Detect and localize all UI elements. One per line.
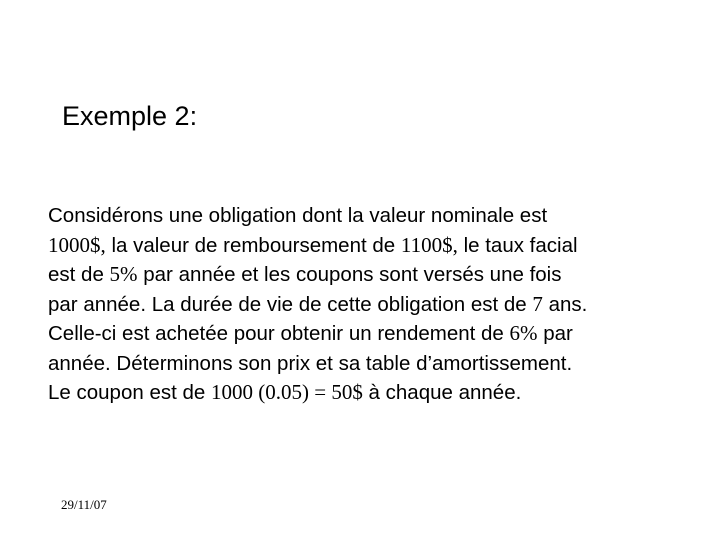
math-value: 1000 (0.05) = 50$ xyxy=(211,380,363,404)
body-text-run: Considérons une obligation dont la valeur nominale est xyxy=(48,204,548,227)
slide-body-text xyxy=(48,201,698,408)
body-text-run: est de xyxy=(48,263,110,286)
body-text-run: ans. xyxy=(542,292,588,316)
body-line xyxy=(48,319,698,349)
body-text-run: à chaque année. xyxy=(362,381,522,404)
footer-date: 29/11/07 xyxy=(61,497,107,512)
body-line xyxy=(48,378,698,408)
body-text-run: année. Déterminons son prix et sa table d’amortissement. xyxy=(48,351,573,375)
math-value: 1100$, xyxy=(400,232,458,257)
body-line xyxy=(48,260,698,290)
body-text-run: Le coupon est de xyxy=(48,381,211,404)
math-value: 5% xyxy=(109,262,138,286)
body-line xyxy=(48,290,698,320)
body-line xyxy=(48,231,698,261)
slide-title: Exemple 2: xyxy=(62,101,198,131)
body-line xyxy=(48,349,698,379)
body-text-run: par année et les coupons sont versés une fois xyxy=(137,263,562,286)
body-text-run: par année. La durée de vie de cette obligation est de xyxy=(48,292,533,316)
math-value: 7 xyxy=(532,291,543,316)
body-line xyxy=(48,201,698,231)
math-value: 6% xyxy=(509,321,538,345)
math-value: 1000$, xyxy=(48,232,106,257)
body-text-run: par xyxy=(537,322,573,345)
body-text-run: la valeur de remboursement de xyxy=(105,233,401,257)
body-text-run: Celle-ci est achetée pour obtenir un rendement de xyxy=(48,322,510,345)
body-text-run: le taux facial xyxy=(457,233,578,257)
